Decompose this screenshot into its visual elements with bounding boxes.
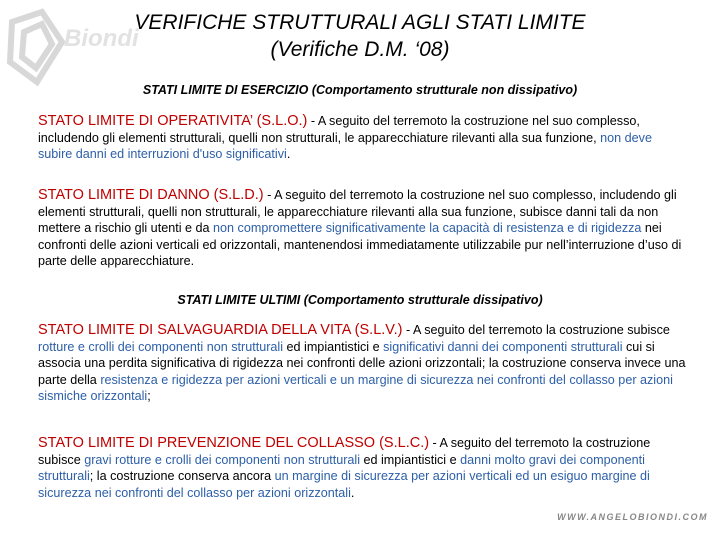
slc-text-1: - A seguito del terremoto la costruzione subisce [38,436,651,467]
slv-text-3: cui si associa una perdita significativa di rigidezza nei confronti delle azioni orizzontali; la costruzione conserva invece una parte della [38,339,686,387]
slc-highlight-2: danni molto gravi dei componenti strutturali [38,452,645,483]
slv-text-2: ed impiantistici e [283,339,384,354]
paragraph-sld [38,187,686,270]
slo-highlight-1: non deve subire danni ed interruzioni d'uso significativi [38,130,652,161]
website-footer: WWW.ANGELOBIONDI.COM [557,512,708,522]
slo-title: STATO LIMITE DI OPERATIVITA’ (S.L.O.) [38,113,308,129]
sld-text-2: nei confronti delle azioni verticali ed orizzontali, mantenendosi immediatamente utilizzabile pur nell’interruzione d’uso di parte delle apparecchiature. [38,221,682,268]
section-heading-ultimi: STATI LIMITE ULTIMI (Comportamento strutturale dissipativo) [177,293,543,307]
page-title: VERIFICHE STRUTTURALI AGLI STATI LIMITE [134,11,586,34]
slc-text-3: ; la costruzione conserva ancora [89,469,275,483]
slo-text-1: - A seguito del terremoto la costruzione nel suo complesso, includendo gli elementi strutturali, quelli non strutturali, le apparecchiature rilevanti alla sua funzione, [38,114,640,145]
slc-highlight-3: un margine di sicurezza per azioni verticali ed un esiguo margine di sicurezza nei confronti del collasso per azioni orizzontali [38,469,650,500]
sld-highlight-1: non compromettere significativamente la capacità di resistenza e di rigidezza [213,221,642,235]
sld-text-1: - A seguito del terremoto la costruzione nel suo complesso, includendo gli elementi strutturali, quelli non strutturali, le apparecchiature rilevanti alla sua funzione, subisce danni tali da non mettere a rischio gli utenti e da [38,188,677,235]
slc-highlight-1: gravi rotture e crolli dei componenti non strutturali [84,452,360,467]
paragraph-slc [38,435,686,501]
page-subtitle: (Verifiche D.M. ‘08) [270,38,450,61]
slo-text-2: . [286,147,291,161]
section-heading-esercizio: STATI LIMITE DI ESERCIZIO (Comportamento strutturale non dissipativo) [142,83,578,97]
paragraph-slv [38,322,686,405]
slv-text-4: ; [147,389,151,403]
slv-highlight-3: resistenza e rigidezza per azioni verticali e un margine di sicurezza nei confronti del collasso per azioni sismiche orizzontali [38,372,673,403]
slv-highlight-2: significativi danni dei componenti strutturali [383,339,623,354]
logo-text: Biondi [64,25,139,52]
paragraph-slo [38,113,686,163]
slc-text-4: . [350,485,355,500]
slv-title: STATO LIMITE DI SALVAGUARDIA DELLA VITA (S.L.V.) [38,322,403,338]
slc-title: STATO LIMITE DI PREVENZIONE DEL COLLASSO (S.L.C.) [38,435,430,451]
slc-text-2: ed impiantistici e [360,452,461,467]
slv-highlight-1: rotture e crolli dei componenti non strutturali [38,339,284,354]
slv-text-1: - A seguito del terremoto la costruzione subisce [402,323,670,337]
sld-title: STATO LIMITE DI DANNO (S.L.D.) [38,187,264,203]
